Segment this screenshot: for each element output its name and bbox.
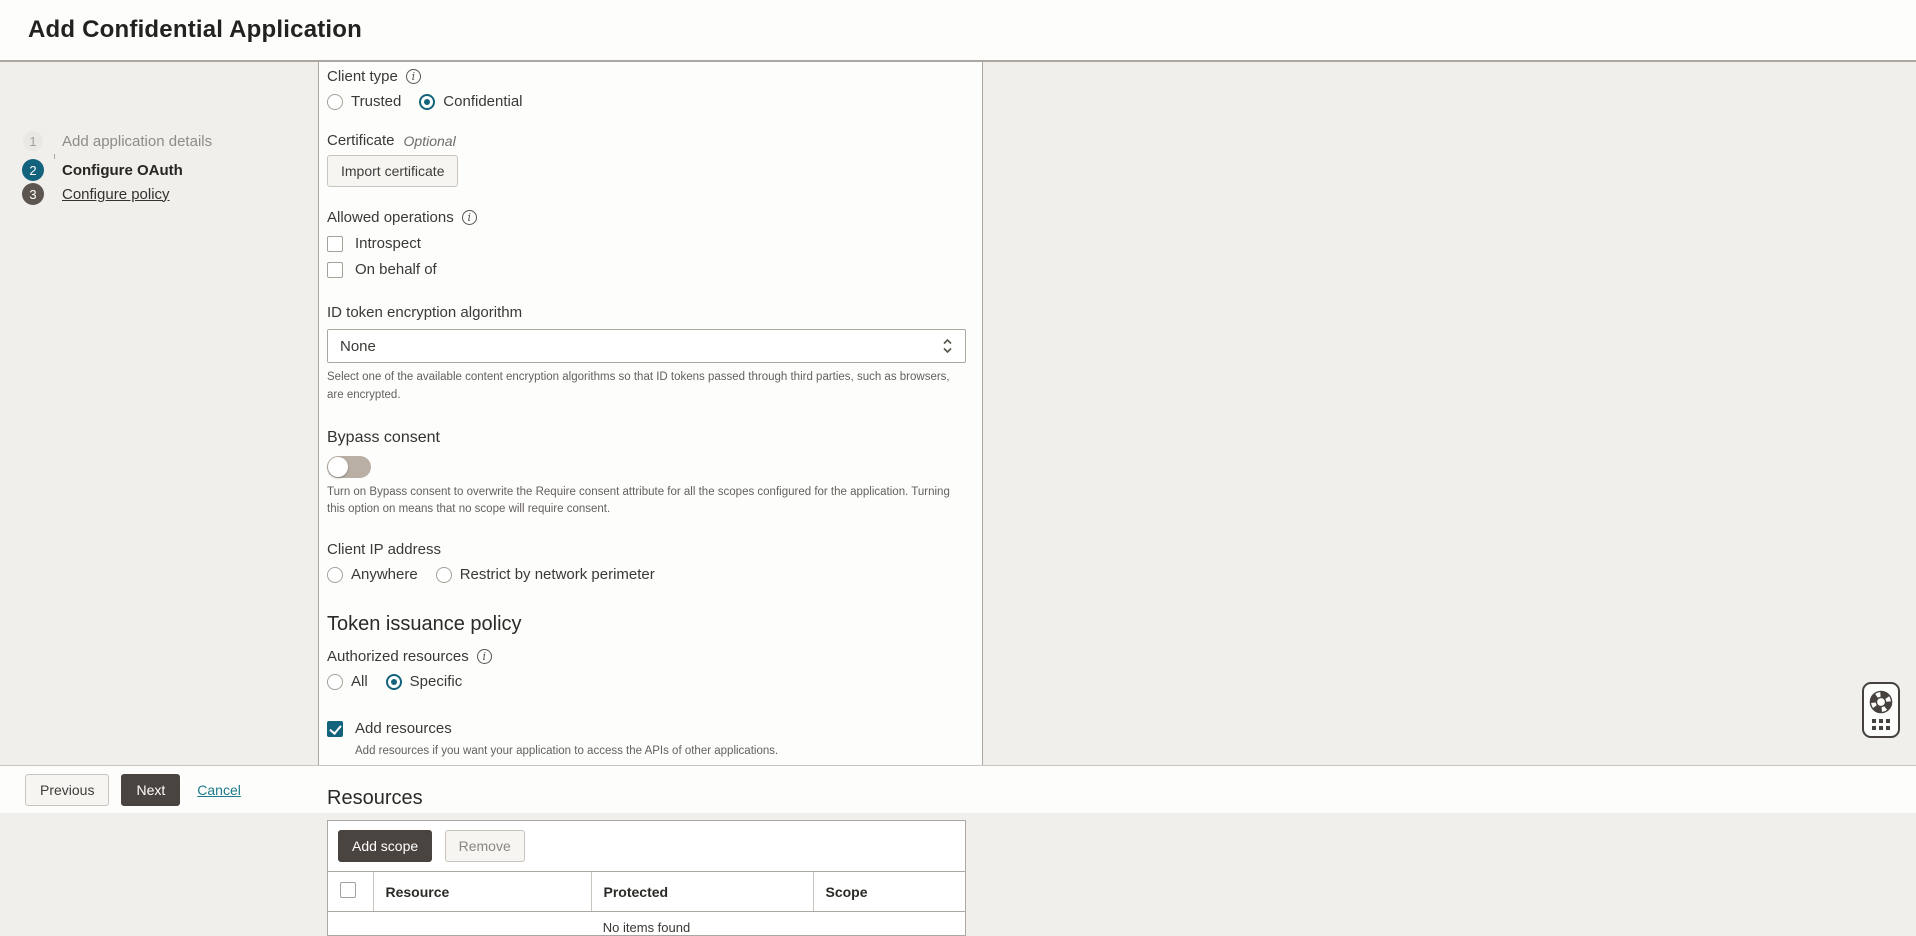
- checkbox-on-behalf-of[interactable]: On behalf of: [327, 261, 966, 278]
- page-header: [0, 0, 1916, 62]
- page-title: Add Confidential Application: [28, 16, 363, 43]
- client-ip-options: [327, 566, 966, 583]
- resources-table: [328, 871, 965, 912]
- column-header-protected[interactable]: Protected: [591, 872, 813, 912]
- radio-icon: [436, 567, 452, 583]
- radio-specific[interactable]: Specific: [386, 673, 463, 690]
- column-header-scope[interactable]: Scope: [813, 872, 965, 912]
- radio-anywhere[interactable]: Anywhere: [327, 566, 418, 583]
- allowed-operations-label: Allowed operations: [327, 209, 454, 226]
- certificate-label-row: [327, 132, 966, 149]
- toggle-knob: [328, 457, 348, 477]
- authorized-resources-label-row: [327, 648, 966, 665]
- step-1-badge: 1: [23, 131, 43, 151]
- certificate-label: Certificate: [327, 132, 395, 149]
- client-type-options: [327, 93, 966, 110]
- checkbox-icon: [327, 236, 343, 252]
- import-certificate-button[interactable]: Import certificate: [327, 155, 458, 187]
- bypass-consent-helper-text: Turn on Bypass consent to overwrite the Require consent attribute for all the scopes configured for the application. Turning this option on means that no scope will require consent.: [327, 485, 950, 516]
- resources-heading: Resources: [327, 787, 423, 810]
- form-panel: [318, 62, 983, 936]
- checkbox-checked-icon: [327, 721, 343, 737]
- allowed-operations-label-row: [327, 209, 966, 226]
- token-issuance-policy-heading: Token issuance policy: [327, 613, 522, 636]
- wizard-step-configure-oauth: [22, 159, 318, 181]
- radio-icon: [327, 674, 343, 690]
- help-life-ring-icon[interactable]: [1869, 690, 1893, 714]
- step-2-label: Configure OAuth: [62, 161, 183, 179]
- radio-all[interactable]: All: [327, 673, 368, 690]
- select-all-checkbox[interactable]: [340, 882, 356, 898]
- info-icon[interactable]: i: [477, 649, 492, 664]
- wizard-step-configure-policy[interactable]: [22, 183, 318, 205]
- id-token-encryption-label: ID token encryption algorithm: [327, 304, 523, 321]
- checkbox-icon: [327, 262, 343, 278]
- authorized-resources-label: Authorized resources: [327, 648, 469, 666]
- checkbox-introspect[interactable]: Introspect: [327, 235, 966, 252]
- optional-tag: Optional: [403, 132, 456, 149]
- radio-trusted[interactable]: Trusted: [327, 93, 401, 110]
- cancel-link[interactable]: Cancel: [197, 781, 241, 798]
- table-empty-message: No items found: [602, 920, 691, 936]
- client-type-label: Client type: [327, 68, 398, 85]
- id-token-encryption-select[interactable]: [327, 329, 966, 363]
- bypass-consent-toggle[interactable]: [327, 456, 371, 478]
- next-button[interactable]: Next: [121, 774, 180, 806]
- resources-table-header-row: [328, 872, 965, 912]
- step-3-label[interactable]: Configure policy: [62, 185, 170, 203]
- radio-icon: [327, 94, 343, 110]
- grid-dots-icon[interactable]: [1872, 719, 1890, 730]
- radio-selected-icon: [419, 94, 435, 110]
- info-icon[interactable]: i: [406, 69, 421, 84]
- client-ip-label-row: [327, 541, 966, 558]
- wizard-sidebar: [0, 62, 318, 765]
- column-header-resource[interactable]: Resource: [373, 872, 591, 912]
- wizard-step-add-application-details: [22, 130, 318, 152]
- radio-restrict-by-network-perimeter[interactable]: Restrict by network perimeter: [436, 566, 655, 583]
- floating-widget: [1862, 682, 1900, 738]
- id-token-label-row: [327, 304, 966, 321]
- checkbox-add-resources[interactable]: Add resources: [327, 720, 966, 737]
- bypass-consent-label: Bypass consent: [327, 428, 440, 446]
- client-ip-address-label: Client IP address: [327, 541, 441, 559]
- info-icon[interactable]: i: [462, 210, 477, 225]
- step-3-badge: 3: [22, 183, 44, 205]
- resources-toolbar: [328, 821, 965, 871]
- client-type-label-row: [327, 68, 966, 85]
- step-2-badge: 2: [22, 159, 44, 181]
- select-chevrons-icon: [942, 338, 953, 354]
- radio-icon: [327, 567, 343, 583]
- previous-button[interactable]: Previous: [25, 774, 109, 806]
- radio-confidential[interactable]: Confidential: [419, 93, 522, 110]
- add-resources-helper-text: Add resources if you want your application to access the APIs of other applications.: [355, 745, 779, 758]
- add-scope-button[interactable]: Add scope: [338, 830, 432, 862]
- authorized-resources-options: [327, 673, 966, 690]
- id-token-helper-text: Select one of the available content encryption algorithms so that ID tokens passed through third parties, such as browsers, are encrypted.: [327, 371, 950, 401]
- radio-selected-icon: [386, 674, 402, 690]
- step-1-label: Add application details: [62, 132, 213, 150]
- remove-button[interactable]: Remove: [445, 830, 525, 862]
- right-filler: [983, 62, 1916, 765]
- resources-box: [327, 820, 966, 936]
- select-value: None: [340, 337, 376, 355]
